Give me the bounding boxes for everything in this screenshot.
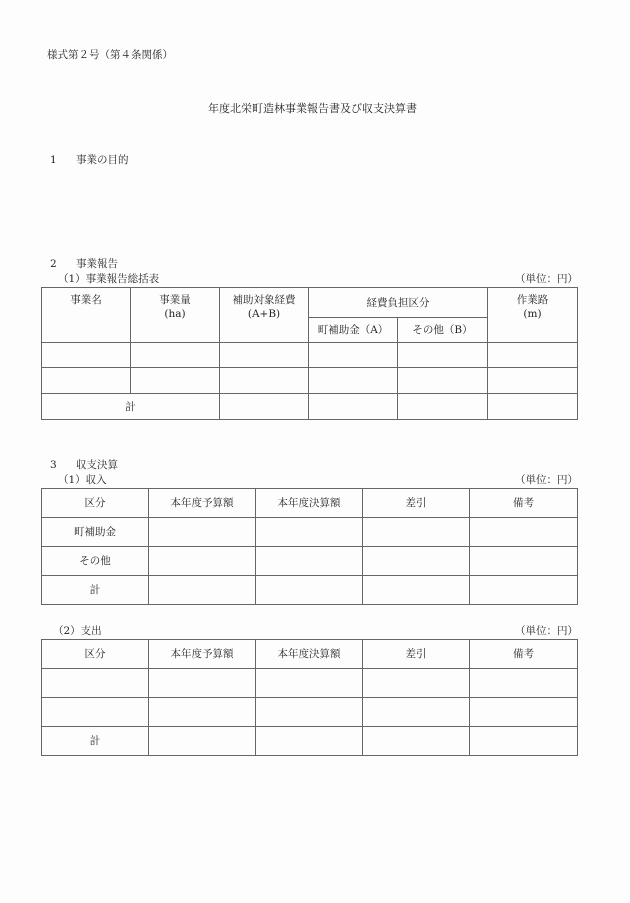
header-settlement: 本年度決算額 (256, 489, 363, 518)
section3-number: 3 (50, 459, 57, 471)
summary-unit-label: （単位：円） (515, 273, 578, 285)
row-label: その他 (42, 547, 149, 576)
income-table (41, 488, 578, 605)
header-budget: 本年度予算額 (149, 489, 256, 518)
header-remarks: 備考 (470, 489, 578, 518)
income-table-label: （1）収入 (58, 474, 107, 486)
row-label[interactable] (42, 698, 149, 727)
header-remarks: 備考 (470, 640, 578, 669)
table-row (42, 669, 578, 698)
section1-number: 1 (50, 154, 57, 166)
row-label: 計 (42, 576, 149, 605)
section1-heading (50, 152, 129, 167)
table-row (42, 518, 578, 547)
header-other: その他（B） (398, 318, 488, 343)
header-volume: 事業量 (ha) (131, 288, 220, 343)
table-row (42, 343, 578, 368)
total-row (42, 727, 578, 756)
header-difference: 差引 (363, 489, 470, 518)
header-settlement: 本年度決算額 (256, 640, 363, 669)
table-row (42, 368, 578, 394)
summary-table (41, 287, 578, 420)
row-label[interactable] (42, 669, 149, 698)
row-label: 計 (42, 727, 149, 756)
section2-number: 2 (50, 258, 57, 270)
expense-table-label: （2）支出 (53, 625, 102, 637)
expense-unit-label: （単位：円） (515, 625, 578, 637)
total-row (42, 394, 578, 420)
header-burden-division: 経費負担区分 (309, 288, 488, 318)
header-budget: 本年度予算額 (149, 640, 256, 669)
total-label: 計 (42, 394, 220, 420)
header-category: 区分 (42, 640, 149, 669)
header-project-name: 事業名 (42, 288, 131, 343)
page-title: 年度北栄町造林事業報告書及び収支決算書 (208, 102, 417, 115)
header-row (42, 489, 578, 518)
section3-title: 収支決算 (76, 459, 119, 471)
total-row (42, 576, 578, 605)
form-label: 様式第２号（第４条関係） (47, 49, 173, 61)
section2-title: 事業報告 (76, 258, 119, 270)
header-work-road: 作業路 (m) (488, 288, 578, 343)
summary-table-label: （1）事業報告総括表 (58, 273, 160, 285)
header-difference: 差引 (363, 640, 470, 669)
section1-title: 事業の目的 (76, 154, 129, 166)
table-row (42, 547, 578, 576)
header-category: 区分 (42, 489, 149, 518)
expense-table (41, 639, 578, 756)
header-subsidy-cost: 補助対象経費 (A+B) (220, 288, 309, 343)
row-label: 町補助金 (42, 518, 149, 547)
table-row (42, 698, 578, 727)
header-row (42, 640, 578, 669)
header-town-subsidy: 町補助金（A） (309, 318, 398, 343)
section3-heading (50, 457, 118, 472)
section2-heading (50, 256, 118, 271)
income-unit-label: （単位：円） (515, 474, 578, 486)
